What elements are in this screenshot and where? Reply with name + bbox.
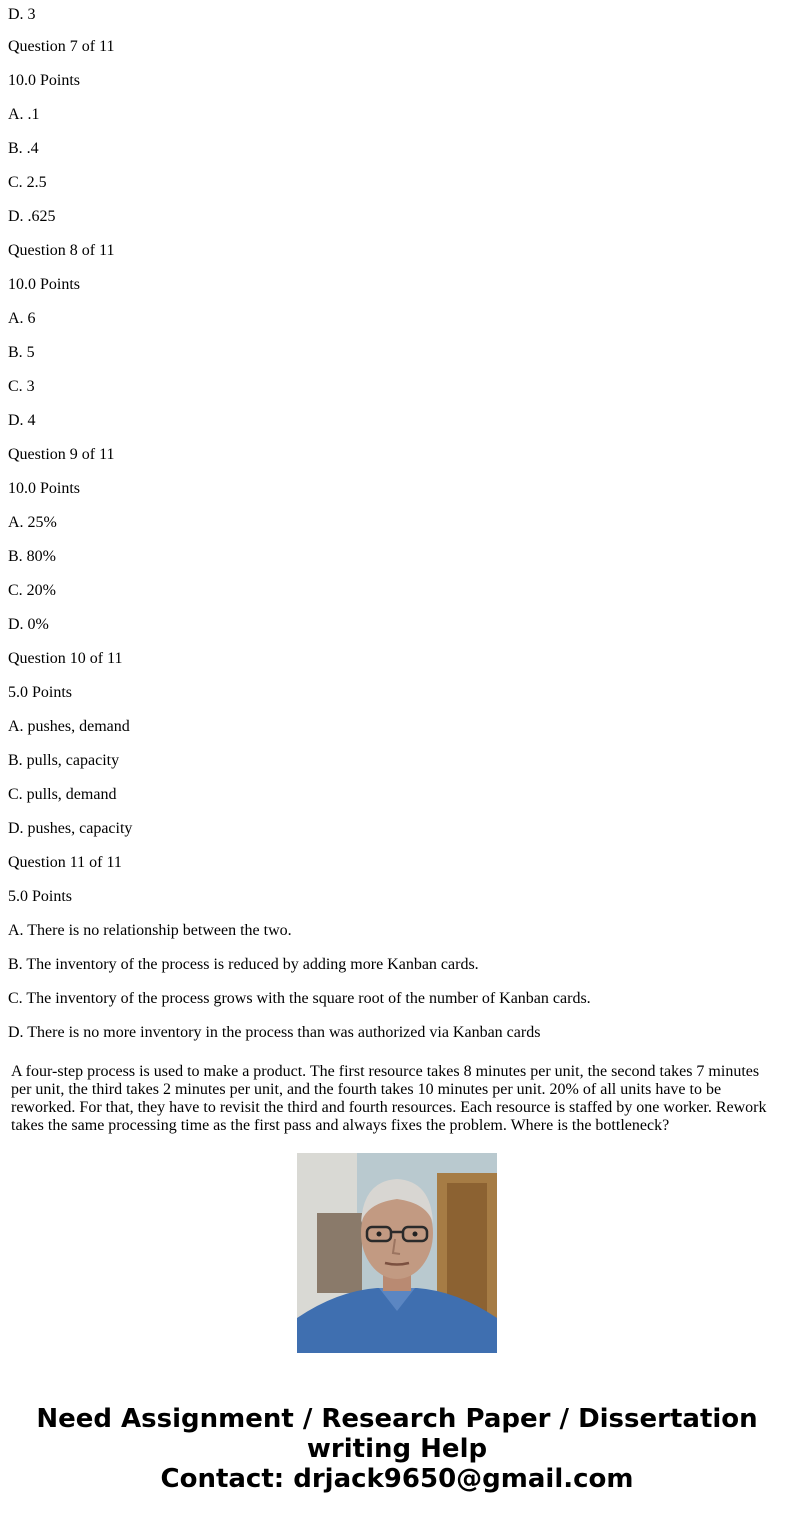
avatar xyxy=(297,1153,497,1353)
answer-option: B. .4 xyxy=(8,140,39,157)
question-text: A four-step process is used to make a product. The first resource takes 8 minutes per unit, the second takes 7 minutes per unit, the third takes 2 minutes per unit, and the fourth takes 10 minutes per unit. 20% of all units have to be reworked. For that, they have to revisit the third and fourth resources. Each resource is staffed by one worker. Rework takes the same processing time as the first pass and always fixes the problem. Where is the bottleneck? xyxy=(11,1063,767,1134)
question-points: 5.0 Points xyxy=(8,684,73,701)
answer-option: D. 0% xyxy=(8,616,49,633)
answer-option: B. pulls, capacity xyxy=(8,752,120,769)
question-heading: Question 8 of 11 xyxy=(8,242,115,259)
answer-option: A. 6 xyxy=(8,310,36,327)
question-heading: Question 7 of 11 xyxy=(8,38,115,55)
answer-option: C. The inventory of the process grows with the square root of the number of Kanban cards. xyxy=(8,990,591,1007)
answer-option: D. .625 xyxy=(8,208,56,225)
question-points: 5.0 Points xyxy=(8,888,73,905)
portrait-image xyxy=(297,1153,497,1353)
answer-option: A. .1 xyxy=(8,106,40,123)
answer-option: A. There is no relationship between the two. xyxy=(8,922,292,939)
promo-line: writing Help xyxy=(306,1434,488,1464)
quiz-answer-list xyxy=(8,0,788,1052)
answer-option: C. 3 xyxy=(8,378,35,395)
promo-line: Need Assignment / Research Paper / Dissertation xyxy=(36,1404,758,1434)
question-heading: Question 11 of 11 xyxy=(8,854,122,871)
question-points: 10.0 Points xyxy=(8,72,81,89)
question-heading: Question 10 of 11 xyxy=(8,650,123,667)
answer-option: D. There is no more inventory in the process than was authorized via Kanban cards xyxy=(8,1024,541,1041)
answer-option: D. 4 xyxy=(8,412,36,429)
answer-option: C. 2.5 xyxy=(8,174,47,191)
answer-option: B. 80% xyxy=(8,548,56,565)
question-points: 10.0 Points xyxy=(8,480,81,497)
answer-option: D. 3 xyxy=(8,6,36,23)
question-points: 10.0 Points xyxy=(8,276,81,293)
promo-banner xyxy=(0,1404,794,1494)
answer-option: C. pulls, demand xyxy=(8,786,117,803)
answer-option: B. The inventory of the process is reduced by adding more Kanban cards. xyxy=(8,956,479,973)
answer-option: A. 25% xyxy=(8,514,57,531)
answer-option: D. pushes, capacity xyxy=(8,820,133,837)
answer-option: B. 5 xyxy=(8,344,35,361)
answer-option: A. pushes, demand xyxy=(8,718,130,735)
answer-option: C. 20% xyxy=(8,582,56,599)
promo-contact: Contact: drjack9650@gmail.com xyxy=(160,1464,634,1494)
question-heading: Question 9 of 11 xyxy=(8,446,115,463)
